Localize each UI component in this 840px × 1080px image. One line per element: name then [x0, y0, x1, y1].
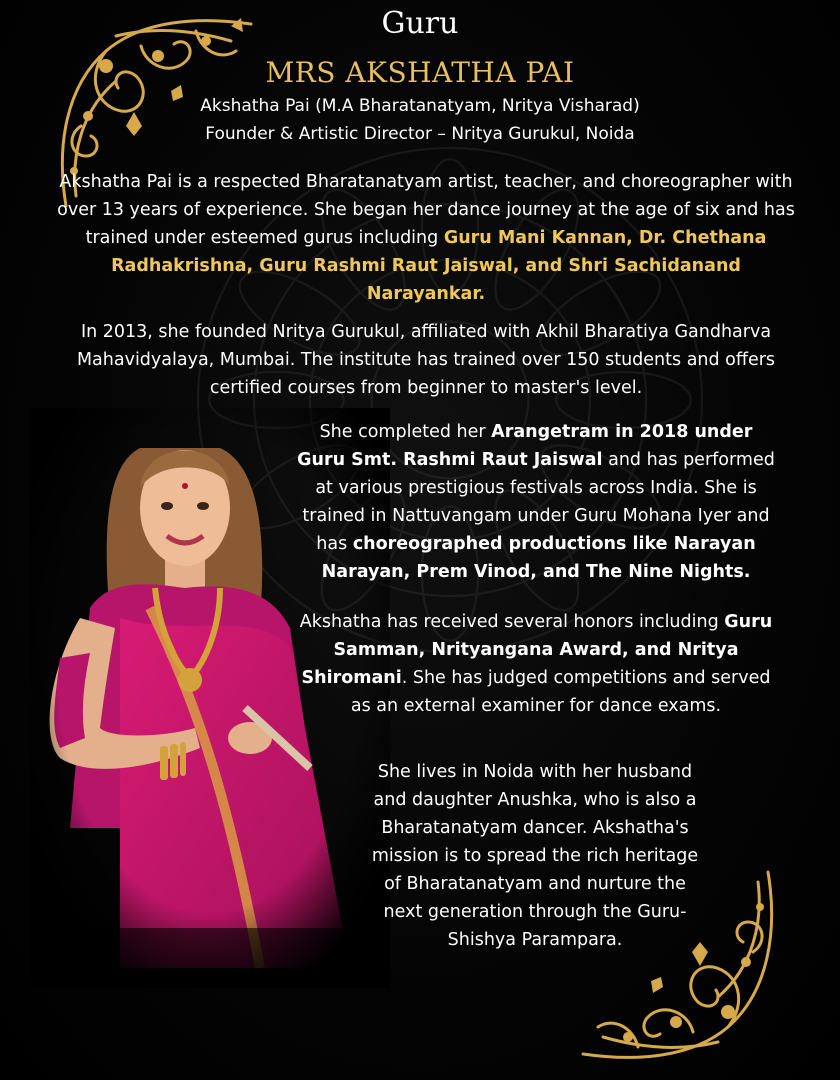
credentials: Akshatha Pai (M.A Bharatanatyam, Nritya Visharad) [200, 96, 640, 116]
productions-highlight: choreographed productions like Narayan Narayan, Prem Vinod, and The Nine Nights. [321, 534, 756, 582]
bio-paragraph-2: In 2013, she founded Nritya Gurukul, affiliated with Akhil Bharatiya Gandharva Mahavidyalaya, Mumbai. The institute has trained over 150 students and offers certified courses from beginner to master's level. [76, 322, 776, 398]
arangetram-highlight: Arangetram in 2018 under Guru Smt. Rashmi Raut Jaiswal [297, 422, 753, 470]
bio-paragraph-1 [56, 168, 796, 308]
performance-text: and has performed at various prestigious festivals across India. She is trained in Nattuvangam under Guru Mohana Iyer and has [302, 450, 775, 554]
honors-highlight: Guru Samman, Nrityangana Award, and Nritya Shiromani [301, 612, 773, 688]
bio-paragraph-4 [296, 608, 776, 720]
guru-name: MRS AKSHATHA PAI [265, 56, 575, 89]
honors-intro: Akshatha has received several honors including [299, 612, 719, 632]
title-guru: Guru [381, 6, 459, 41]
role: Founder & Artistic Director – Nritya Gurukul, Noida [205, 124, 635, 144]
bio-paragraph-3 [296, 418, 776, 586]
bio-paragraph-5: She lives in Noida with her husband and daughter Anushka, who is also a Bharatanatyam dancer. Akshatha's mission is to spread the rich heritage of Bharatanatyam and nurture the next generation through the Guru-Shishya Parampara. [371, 762, 699, 950]
bio-intro-text: Akshatha Pai is a respected Bharatanatyam artist, teacher, and choreographer with over 13 years of experience. She began her dance journey at the age of six and has trained under esteemed gurus including [57, 172, 795, 248]
honors-rest: . She has judged competitions and served as an external examiner for dance exams. [350, 668, 771, 716]
arangetram-intro: She completed her [319, 422, 486, 442]
gurus-highlight: Guru Mani Kannan, Dr. Chethana Radhakrishna, Guru Rashmi Raut Jaiswal, and Shri Sachidanand Narayankar. [111, 228, 767, 304]
